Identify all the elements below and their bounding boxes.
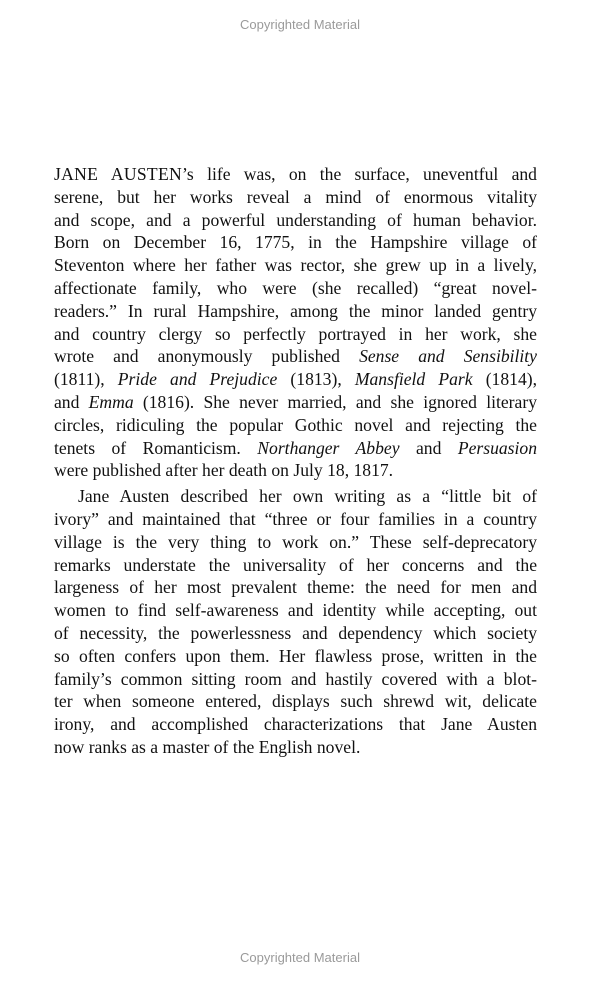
text-line: were published after her death on July 18, 1817. [54, 460, 394, 481]
text-line: so often confers upon them. Her flawless prose, written in the [54, 645, 537, 666]
text-line: Jane Austen described her own writing as a “little bit of [78, 486, 537, 507]
text-segment: wrote and anonymously published [54, 346, 360, 367]
text-segment: ’s life was, on the surface, uneventful and [182, 164, 537, 184]
text-line [54, 437, 537, 460]
bio-paragraph-1 [54, 163, 537, 482]
text-line: now ranks as a master of the English novel. [54, 736, 361, 757]
text-line: and country clergy so perfectly portrayed in her work, she [54, 323, 537, 344]
text-line: Born on December 16, 1775, in the Hampshire village of [54, 232, 537, 253]
text-line: largeness of her most prevalent theme: the need for men and [54, 577, 537, 598]
text-line: irony, and accomplished characterizations that Jane Austen [54, 714, 537, 735]
text-line: women to find self-awareness and identity while accepting, out [54, 600, 537, 621]
copyright-watermark-bottom: Copyrighted Material [240, 950, 360, 965]
text-line: ter when someone entered, displays such shrewd wit, delicate [54, 691, 537, 712]
text-segment: (1813), [277, 369, 355, 390]
text-line: of necessity, the powerlessness and dependency which society [54, 622, 537, 643]
text-line: affectionate family, who were (she recalled) “great novel- [54, 277, 537, 298]
text-line: and scope, and a powerful understanding of human behavior. [54, 209, 537, 230]
copyright-watermark-top: Copyrighted Material [240, 17, 360, 32]
book-title: Northanger Abbey [257, 437, 400, 458]
text-line: remarks understate the universality of her concerns and the [54, 554, 537, 575]
book-title: Sense and Sensibility [359, 346, 537, 367]
text-line [54, 391, 537, 414]
text-segment: tenets of Romanticism. [54, 437, 258, 458]
text-line [54, 345, 537, 368]
bio-paragraph-2 [54, 485, 537, 759]
text-line: circles, ridiculing the popular Gothic novel and rejecting the [54, 414, 537, 435]
text-line: village is the very thing to work on.” These self-deprecatory [54, 531, 537, 552]
book-title: Emma [88, 391, 134, 412]
text-line [54, 163, 537, 186]
author-name: JANE AUSTEN [54, 164, 183, 184]
author-biography [54, 163, 537, 759]
text-segment: (1814), [472, 369, 537, 390]
text-line: ivory” and maintained that “three or four families in a country [54, 508, 537, 529]
text-line: serene, but her works reveal a mind of enormous vitality [54, 186, 537, 207]
book-title: Mansfield Park [354, 369, 473, 390]
text-line [54, 368, 537, 391]
text-line: readers.” In rural Hampshire, among the minor landed gentry [54, 300, 537, 321]
book-title: Pride and Prejudice [117, 369, 278, 390]
text-segment: and [54, 391, 89, 412]
text-segment: (1816). She never married, and she ignored literary [133, 391, 537, 412]
text-line: family’s common sitting room and hastily covered with a blot- [54, 668, 537, 689]
text-segment: and [399, 437, 458, 458]
book-title: Persuasion [457, 437, 538, 458]
text-segment: (1811), [54, 369, 118, 390]
text-line: Steventon where her father was rector, she grew up in a lively, [54, 255, 537, 276]
